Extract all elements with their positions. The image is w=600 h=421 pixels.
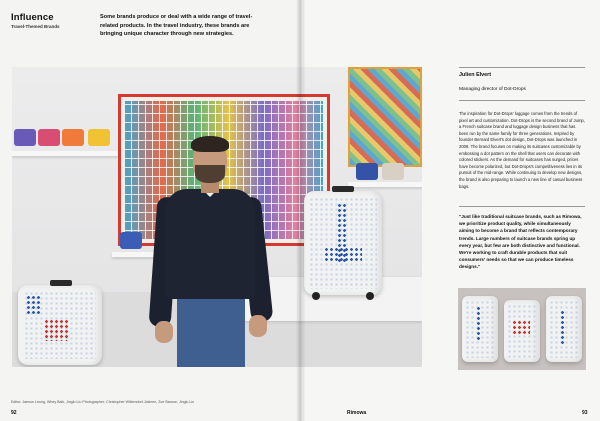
man-portrait: [145, 139, 275, 367]
mini-suitcase: [356, 163, 378, 180]
mini-suitcase: [14, 129, 36, 146]
left-shelf: [12, 151, 120, 156]
suitcase-thumb: [504, 300, 540, 362]
mini-suitcase: [62, 129, 84, 146]
mini-suitcase: [120, 232, 142, 249]
section-title: Influence: [11, 12, 54, 23]
page-number-right: 93: [582, 410, 588, 416]
illustration-poster: [348, 67, 422, 167]
page-gutter: [296, 0, 306, 421]
mini-suitcase: [88, 129, 110, 146]
section-subtitle: Travel-Themed Brands: [11, 24, 60, 29]
divider-rule: [459, 100, 585, 101]
page-number-left: 92: [11, 410, 17, 416]
suitcase-heart-pattern: [18, 285, 102, 365]
mini-suitcase: [38, 129, 60, 146]
interviewee-name: Julien Elvert: [459, 72, 492, 78]
pull-quote: "Just like traditional suitcase brands, such as Rimowa, we prioritize product quality, while simultaneously aiming to become a brand that reflects contemporary trends. Large numbers of suitcase brands spring up every year, but few are both distinctive and functional. We're working to craft durable products that suit consumers' needs so that we can produce timeless designs.": [459, 214, 582, 270]
quote-rule: [459, 206, 585, 207]
suitcase-thumb: [546, 296, 582, 362]
main-photo: [12, 67, 422, 367]
top-rule: [459, 67, 585, 68]
intro-text: Some brands produce or deal with a wide range of travel-related products. In the travel industry, these brands are bringing unique character through new strategies.: [100, 14, 253, 38]
photo-credits: Editor: Jaesun Leung, Whey Baik, Jinglu Liu Photographer: Christopher Willemdorf-Jokinen, Zoe Baroue, Jinglu Liu: [11, 400, 195, 404]
interviewee-role: Managing director of Dot-Drops: [459, 87, 526, 92]
suitcase-thumb: [462, 296, 498, 362]
suitcase-rocket-pattern: [304, 191, 382, 295]
right-shelf: [348, 182, 422, 187]
suitcases-photo: [458, 288, 586, 370]
mini-suitcase: [382, 163, 404, 180]
article-body: The inspiration for Dot-Drops' luggage comes from the trends of pixel art and customization. Dot-Drops is the second brand of Jump, a French suitcase brand and luggage design business that has been run by the same family for three generations. Inspired by founder Bernard Elvert's dot design, Dot-Drops was launched in 2008. The brand focuses on making its suitcases customizable by embossing a dot pattern on the shell that users can decorate with colored stickers. As the demand for suitcases has surged, prices have become polarized, but Dot-Drops's competitiveness lies in its pursuit of the mid-range. While continuing to develop new designs, the brand is also preparing to launch a new line of casual business bags.: [459, 111, 585, 189]
page-running-title: Rimowa: [347, 410, 367, 416]
